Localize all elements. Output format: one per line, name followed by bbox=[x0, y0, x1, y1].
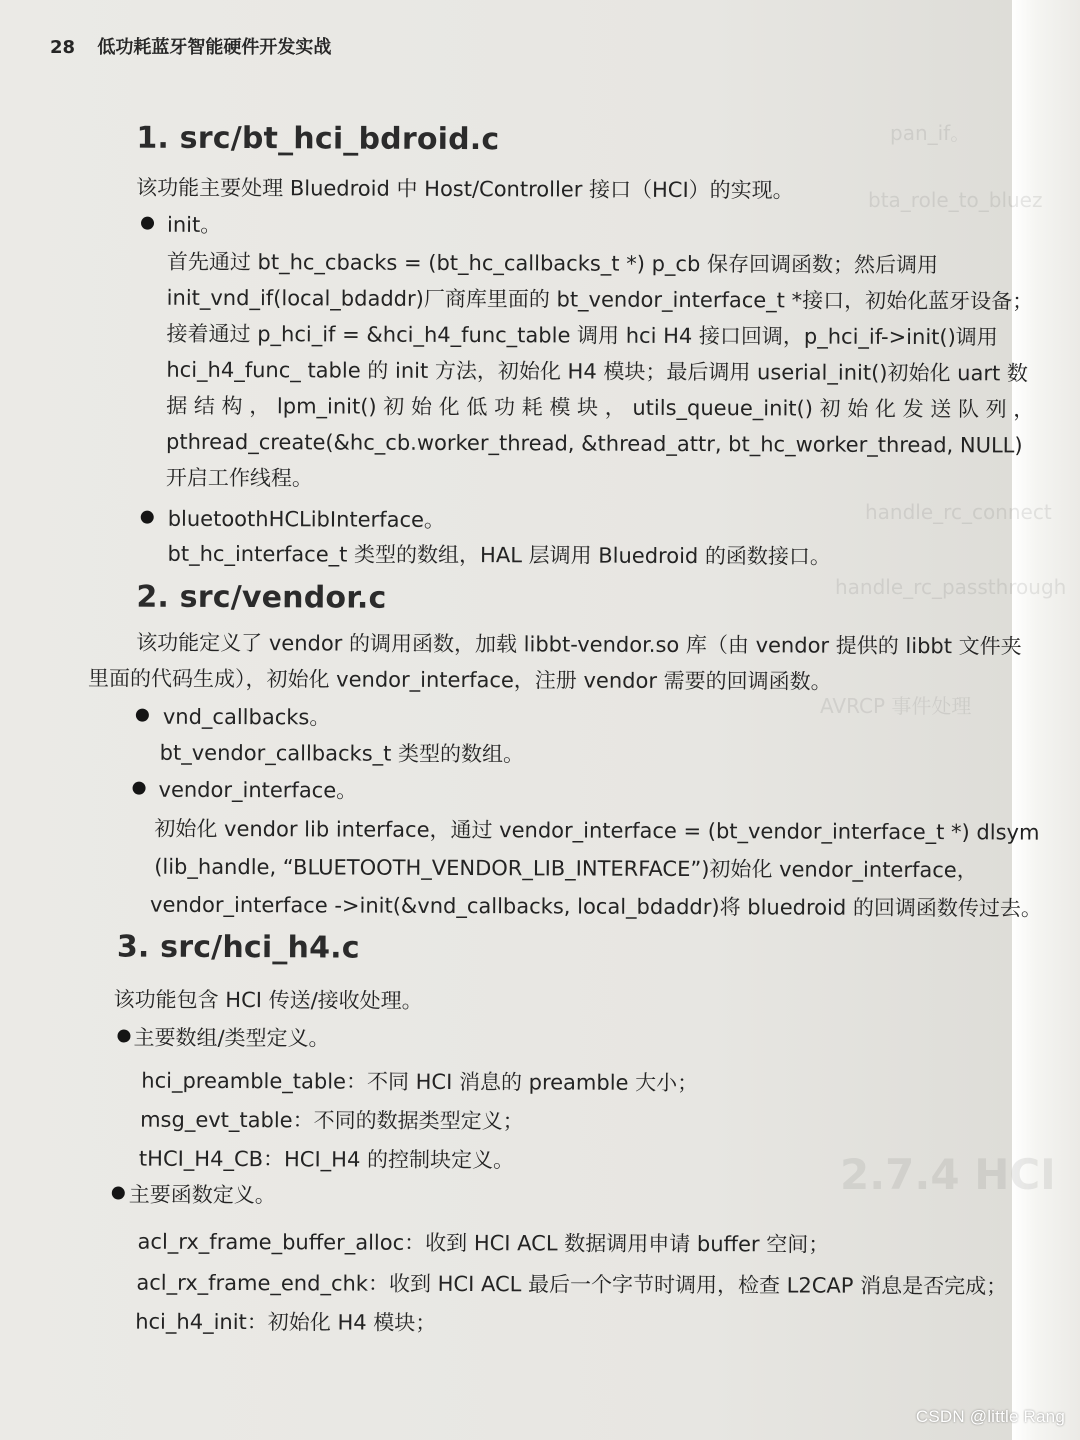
bullet-icon bbox=[133, 782, 146, 795]
page-number: 28 bbox=[50, 37, 76, 58]
paragraph-line: 据 结 构 ， lpm_init() 初 始 化 低 功 耗 模 块 ， utils_queue_init() 初 始 化 发 送 队 列 ， bbox=[166, 393, 1035, 422]
paragraph-line: init_vnd_if(local_bdaddr)厂商库里面的 bt_vendor_interface_t *接口，初始化蓝牙设备； bbox=[166, 285, 1034, 314]
section-intro-line: 里面的代码生成），初始化 vendor_interface，注册 vendor 需要的回调函数。 bbox=[87, 666, 832, 694]
paragraph-line: 首先通过 bt_hc_cbacks = (bt_hc_callbacks_t *) p_cb 保存回调函数；然后调用 bbox=[166, 249, 939, 278]
bullet-icon bbox=[112, 1186, 125, 1199]
paragraph-line: acl_rx_frame_end_chk：收到 HCI ACL 最后一个字节时调用，检查 L2CAP 消息是否完成； bbox=[136, 1270, 1008, 1299]
paragraph-line: vendor_interface ->init(&vnd_callbacks, local_bdaddr)将 bluedroid 的回调函数传过去。 bbox=[150, 892, 1042, 921]
bullet-item-hc-interface: bluetoothHCLibInterface。 bbox=[167, 506, 446, 532]
bleed-through-text: bta_role_to_bluez bbox=[868, 188, 1043, 212]
bullet-item-functions: 主要函数定义。 bbox=[128, 1182, 276, 1208]
paragraph-line: hci_preamble_table：不同 HCI 消息的 preamble 大小； bbox=[141, 1068, 699, 1096]
bleed-through-heading: 2.7.4 HCI bbox=[840, 1150, 1056, 1199]
paragraph-line: (lib_handle, “BLUETOOTH_VENDOR_LIB_INTERFACE”)初始化 vendor_interface， bbox=[154, 854, 978, 883]
section-intro-3: 该功能包含 HCI 传送/接收处理。 bbox=[113, 987, 423, 1013]
paragraph-line: 初始化 vendor lib interface，通过 vendor_interface = (bt_vendor_interface_t *) dlsym bbox=[154, 816, 1040, 845]
section-intro-1: 该功能主要处理 Bluedroid 中 Host/Controller 接口（HCI）的实现。 bbox=[136, 175, 794, 203]
paragraph-line: hci_h4_init：初始化 H4 模块； bbox=[135, 1309, 437, 1335]
bullet-item-init: init。 bbox=[166, 212, 222, 237]
bullet-item-data-types: 主要数组/类型定义。 bbox=[133, 1025, 330, 1051]
bullet-item-vendor-interface: vendor_interface。 bbox=[158, 777, 358, 803]
paragraph-line: msg_evt_table：不同的数据类型定义； bbox=[140, 1107, 524, 1134]
bleed-through-text: pan_if。 bbox=[890, 121, 971, 145]
section-title-3: 3. src/hci_h4.c bbox=[116, 929, 360, 966]
bullet-icon bbox=[136, 709, 149, 722]
paragraph-line: pthread_create(&hc_cb.worker_thread, &thread_attr, bt_hc_worker_thread, NULL) bbox=[166, 429, 1023, 458]
paragraph-line: 接着通过 p_hci_if = &hci_h4_func_table 调用 hci H4 接口回调，p_hci_if->init()调用 bbox=[166, 321, 998, 350]
bleed-through-text: handle_rc_connect bbox=[865, 500, 1052, 524]
paragraph-line: 开启工作线程。 bbox=[165, 465, 313, 491]
section-title-2: 2. src/vendor.c bbox=[136, 579, 387, 616]
bleed-through-text: AVRCP 事件处理 bbox=[820, 694, 972, 718]
book-title: 低功耗蓝牙智能硬件开发实战 bbox=[97, 37, 332, 58]
paragraph-line: hci_h4_func_ table 的 init 方法，初始化 H4 模块；最后调用 userial_init()初始化 uart 数 bbox=[166, 357, 1028, 386]
watermark: CSDN @little Rang bbox=[915, 1407, 1065, 1426]
section-title-1: 1. src/bt_hci_bdroid.c bbox=[136, 120, 500, 158]
bullet-icon bbox=[141, 511, 154, 524]
section-intro-line: 该功能定义了 vendor 的调用函数，加载 libbt-vendor.so 库（由 vendor 提供的 libbt 文件夹 bbox=[136, 630, 1022, 659]
bullet-icon bbox=[141, 217, 154, 230]
bullet-item-vnd-callbacks: vnd_callbacks。 bbox=[162, 704, 331, 730]
page-edge bbox=[1012, 0, 1080, 1440]
paragraph-line: bt_vendor_callbacks_t 类型的数组。 bbox=[159, 740, 525, 767]
paragraph-line: bt_hc_interface_t 类型的数组，HAL 层调用 Bluedroid 的函数接口。 bbox=[167, 541, 831, 569]
bleed-through-text: handle_rc_passthrough bbox=[835, 575, 1067, 599]
paragraph-line: acl_rx_frame_buffer_alloc：收到 HCI ACL 数据调用申请 buffer 空间； bbox=[137, 1229, 830, 1257]
bullet-icon bbox=[117, 1030, 130, 1043]
paragraph-line: tHCI_H4_CB：HCI_H4 的控制块定义。 bbox=[138, 1146, 515, 1173]
